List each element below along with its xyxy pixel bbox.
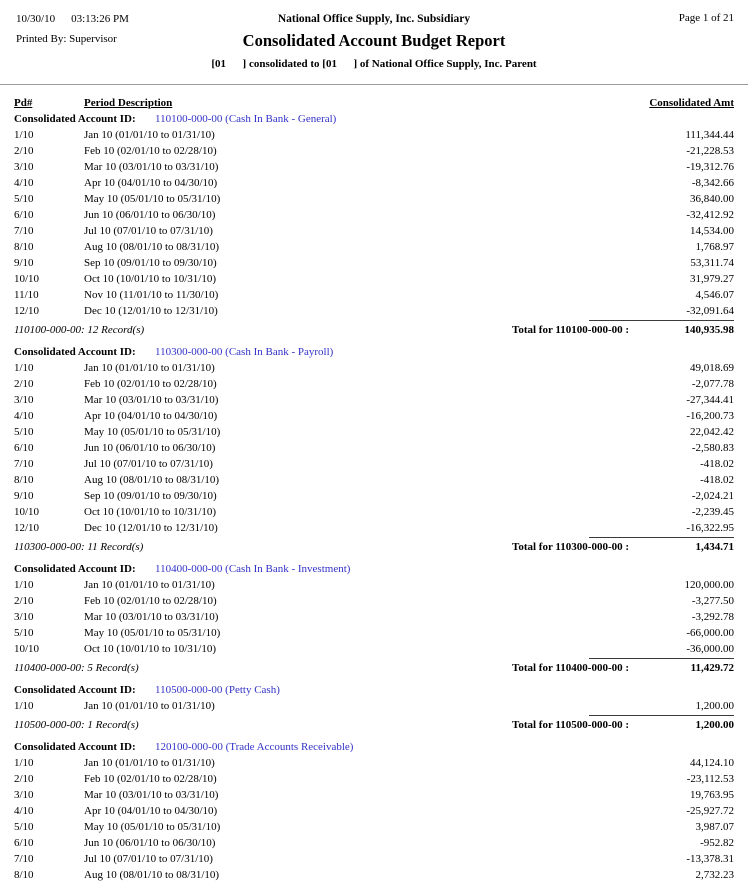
period-row (14, 625, 734, 641)
period-number: 12/10 (14, 522, 40, 534)
period-description: Feb 10 (02/01/10 to 02/28/10) (84, 145, 217, 157)
consolidated-amount: 49,018.69 (690, 362, 734, 374)
header-divider (0, 84, 748, 85)
period-description: Jul 10 (07/01/10 to 07/31/10) (84, 853, 213, 865)
column-headers (0, 95, 748, 111)
consolidated-amount: -25,927.72 (686, 805, 734, 817)
section-rows (14, 360, 734, 536)
total-overline (589, 715, 734, 716)
account-id-link[interactable]: 110500-000-00 (Petty Cash) (155, 684, 280, 696)
total-overline (589, 658, 734, 659)
period-number: 1/10 (14, 700, 34, 712)
total-overline (589, 320, 734, 321)
period-number: 8/10 (14, 869, 34, 881)
consolidation-subtitle: [01 ] consolidated to [01 ] of National Office Supply, Inc. Parent (211, 58, 537, 70)
consolidated-amount: -3,277.50 (691, 595, 734, 607)
total-amount: 11,429.72 (690, 662, 734, 674)
period-description: Jun 10 (06/01/10 to 06/30/10) (84, 442, 216, 454)
period-description: May 10 (05/01/10 to 05/31/10) (84, 426, 221, 438)
account-heading (14, 111, 734, 127)
consolidated-amount: 1,200.00 (695, 700, 734, 712)
consolidated-amount: 1,768.97 (695, 241, 734, 253)
consolidated-amount: -2,024.21 (691, 490, 734, 502)
account-id-label: Consolidated Account ID: (14, 563, 136, 575)
total-label: Total for 110400-000-00 : (512, 662, 630, 674)
period-number: 5/10 (14, 821, 34, 833)
period-number: 2/10 (14, 773, 34, 785)
period-row (14, 127, 734, 143)
period-description: Nov 10 (11/01/10 to 11/30/10) (84, 289, 219, 301)
period-description: Mar 10 (03/01/10 to 03/31/10) (84, 161, 219, 173)
account-section (14, 682, 734, 733)
period-number: 1/10 (14, 129, 34, 141)
account-heading (14, 344, 734, 360)
period-row (14, 835, 734, 851)
column-header-period: Period Description (84, 97, 173, 109)
period-description: Jul 10 (07/01/10 to 07/31/10) (84, 225, 213, 237)
period-row (14, 424, 734, 440)
period-description: Oct 10 (10/01/10 to 10/31/10) (84, 273, 216, 285)
consolidated-amount: -13,378.31 (686, 853, 734, 865)
account-id-link[interactable]: 120100-000-00 (Trade Accounts Receivable) (155, 741, 354, 753)
consolidated-amount: -36,000.00 (686, 643, 734, 655)
period-description: Jan 10 (01/01/10 to 01/31/10) (84, 700, 215, 712)
account-heading (14, 682, 734, 698)
consolidated-amount: -27,344.41 (686, 394, 734, 406)
period-number: 2/10 (14, 145, 34, 157)
period-number: 7/10 (14, 225, 34, 237)
consolidated-amount: -2,077.78 (691, 378, 734, 390)
period-row (14, 255, 734, 271)
consolidated-amount: -16,200.73 (686, 410, 734, 422)
account-heading (14, 739, 734, 755)
consolidated-amount: 4,546.07 (695, 289, 734, 301)
period-number: 6/10 (14, 209, 34, 221)
consolidated-amount: -16,322.95 (686, 522, 734, 534)
consolidated-amount: 14,534.00 (690, 225, 734, 237)
print-date: 10/30/10 (16, 13, 56, 25)
period-description: Jan 10 (01/01/10 to 01/31/10) (84, 362, 215, 374)
consolidated-amount: 31,979.27 (690, 273, 734, 285)
period-description: Jul 10 (07/01/10 to 07/31/10) (84, 458, 213, 470)
period-row (14, 456, 734, 472)
period-description: Aug 10 (08/01/10 to 08/31/10) (84, 241, 220, 253)
period-row (14, 472, 734, 488)
period-row (14, 504, 734, 520)
period-description: Dec 10 (12/01/10 to 12/31/10) (84, 305, 218, 317)
period-row (14, 867, 734, 883)
period-description: Feb 10 (02/01/10 to 02/28/10) (84, 773, 217, 785)
consolidated-amount: -21,228.53 (686, 145, 734, 157)
period-description: Jun 10 (06/01/10 to 06/30/10) (84, 209, 216, 221)
period-number: 9/10 (14, 490, 34, 502)
period-description: May 10 (05/01/10 to 05/31/10) (84, 821, 221, 833)
consolidated-amount: 53,311.74 (690, 257, 734, 269)
period-description: Jan 10 (01/01/10 to 01/31/10) (84, 579, 215, 591)
period-row (14, 303, 734, 319)
period-row (14, 207, 734, 223)
period-description: May 10 (05/01/10 to 05/31/10) (84, 627, 221, 639)
period-number: 8/10 (14, 241, 34, 253)
account-id-label: Consolidated Account ID: (14, 741, 136, 753)
total-overline (589, 537, 734, 538)
consolidated-amount: -32,412.92 (686, 209, 734, 221)
period-number: 5/10 (14, 627, 34, 639)
period-description: Oct 10 (10/01/10 to 10/31/10) (84, 643, 216, 655)
period-row (14, 755, 734, 771)
consolidated-amount: -8,342.66 (691, 177, 734, 189)
period-number: 8/10 (14, 474, 34, 486)
print-time: 03:13:26 PM (71, 13, 129, 25)
period-description: Mar 10 (03/01/10 to 03/31/10) (84, 611, 219, 623)
period-row (14, 376, 734, 392)
period-description: Sep 10 (09/01/10 to 09/30/10) (84, 490, 217, 502)
period-description: Apr 10 (04/01/10 to 04/30/10) (84, 177, 218, 189)
consolidated-amount: -2,580.83 (691, 442, 734, 454)
total-amount: 1,200.00 (695, 719, 734, 731)
consolidated-amount: -418.02 (700, 458, 734, 470)
period-row (14, 593, 734, 609)
period-number: 4/10 (14, 805, 34, 817)
page-number: Page 1 of 21 (678, 12, 734, 24)
period-row (14, 577, 734, 593)
period-number: 7/10 (14, 458, 34, 470)
company-name: National Office Supply, Inc. Subsidiary (277, 13, 471, 25)
consolidated-amount: -23,112.53 (686, 773, 734, 785)
report-title: Consolidated Account Budget Report (242, 31, 506, 50)
total-label: Total for 110300-000-00 : (512, 541, 630, 553)
consolidated-amount: -418.02 (700, 474, 734, 486)
account-id-link[interactable]: 110300-000-00 (Cash In Bank - Payroll) (155, 346, 334, 358)
account-id-label: Consolidated Account ID: (14, 346, 136, 358)
period-row (14, 787, 734, 803)
printed-by: Printed By: Supervisor (16, 33, 117, 45)
account-id-link[interactable]: 110400-000-00 (Cash In Bank - Investment) (155, 563, 351, 575)
consolidated-amount: 120,000.00 (684, 579, 734, 591)
period-number: 1/10 (14, 757, 34, 769)
period-number: 3/10 (14, 611, 34, 623)
account-section (14, 111, 734, 338)
period-row (14, 698, 734, 714)
period-row (14, 360, 734, 376)
period-row (14, 191, 734, 207)
period-description: Jan 10 (01/01/10 to 01/31/10) (84, 757, 215, 769)
report-header (0, 12, 748, 80)
period-number: 2/10 (14, 378, 34, 390)
consolidated-amount: 19,763.95 (690, 789, 734, 801)
period-row (14, 143, 734, 159)
period-number: 4/10 (14, 177, 34, 189)
account-id-label: Consolidated Account ID: (14, 684, 136, 696)
total-amount: 140,935.98 (684, 324, 734, 336)
period-row (14, 271, 734, 287)
consolidated-amount: 22,042.42 (690, 426, 734, 438)
period-number: 6/10 (14, 837, 34, 849)
period-description: Aug 10 (08/01/10 to 08/31/10) (84, 869, 220, 881)
consolidated-amount: -32,091.64 (686, 305, 734, 317)
period-row (14, 641, 734, 657)
consolidated-amount: 44,124.10 (690, 757, 734, 769)
period-description: Apr 10 (04/01/10 to 04/30/10) (84, 805, 218, 817)
record-count-note: 110400-000-00: 5 Record(s) (14, 662, 139, 674)
consolidated-amount: -19,312.76 (686, 161, 734, 173)
period-description: Apr 10 (04/01/10 to 04/30/10) (84, 410, 218, 422)
period-description: Oct 10 (10/01/10 to 10/31/10) (84, 506, 216, 518)
period-number: 6/10 (14, 442, 34, 454)
period-number: 4/10 (14, 410, 34, 422)
account-id-link[interactable]: 110100-000-00 (Cash In Bank - General) (155, 113, 337, 125)
account-section (14, 561, 734, 676)
section-rows (14, 698, 734, 714)
account-section (14, 344, 734, 555)
period-row (14, 520, 734, 536)
record-count-note: 110500-000-00: 1 Record(s) (14, 719, 139, 731)
period-number: 3/10 (14, 161, 34, 173)
period-row (14, 488, 734, 504)
account-id-label: Consolidated Account ID: (14, 113, 136, 125)
period-row (14, 239, 734, 255)
period-number: 1/10 (14, 579, 34, 591)
section-total-row (14, 536, 734, 555)
period-description: Aug 10 (08/01/10 to 08/31/10) (84, 474, 220, 486)
period-number: 12/10 (14, 305, 40, 317)
account-section (14, 739, 734, 883)
report-body (0, 111, 748, 883)
consolidated-amount: 3,987.07 (695, 821, 734, 833)
period-row (14, 803, 734, 819)
total-label: Total for 110500-000-00 : (512, 719, 630, 731)
period-description: Feb 10 (02/01/10 to 02/28/10) (84, 378, 217, 390)
period-number: 3/10 (14, 789, 34, 801)
period-row (14, 609, 734, 625)
consolidated-amount: -952.82 (700, 837, 734, 849)
column-header-amount: Consolidated Amt (649, 97, 734, 109)
section-total-row (14, 714, 734, 733)
period-row (14, 440, 734, 456)
period-row (14, 819, 734, 835)
period-number: 5/10 (14, 193, 34, 205)
period-row (14, 223, 734, 239)
period-description: May 10 (05/01/10 to 05/31/10) (84, 193, 221, 205)
period-description: Mar 10 (03/01/10 to 03/31/10) (84, 789, 219, 801)
period-number: 7/10 (14, 853, 34, 865)
period-description: Jan 10 (01/01/10 to 01/31/10) (84, 129, 215, 141)
column-header-pd: Pd# (14, 97, 33, 109)
period-number: 2/10 (14, 595, 34, 607)
period-number: 5/10 (14, 426, 34, 438)
section-rows (14, 755, 734, 883)
period-number: 11/10 (14, 289, 39, 301)
account-heading (14, 561, 734, 577)
period-number: 10/10 (14, 643, 40, 655)
period-number: 10/10 (14, 273, 40, 285)
period-number: 1/10 (14, 362, 34, 374)
print-date-time (16, 12, 129, 26)
period-row (14, 287, 734, 303)
section-rows (14, 127, 734, 319)
period-description: Jun 10 (06/01/10 to 06/30/10) (84, 837, 216, 849)
consolidated-amount: 111,344.44 (685, 129, 734, 141)
print-meta (16, 12, 129, 46)
period-row (14, 159, 734, 175)
consolidated-amount: -66,000.00 (686, 627, 734, 639)
total-label: Total for 110100-000-00 : (512, 324, 630, 336)
period-row (14, 392, 734, 408)
consolidated-amount: -3,292.78 (691, 611, 734, 623)
consolidated-amount: 2,732.23 (695, 869, 734, 881)
period-description: Feb 10 (02/01/10 to 02/28/10) (84, 595, 217, 607)
record-count-note: 110300-000-00: 11 Record(s) (14, 541, 144, 553)
period-number: 10/10 (14, 506, 40, 518)
consolidated-amount: 36,840.00 (690, 193, 734, 205)
period-number: 3/10 (14, 394, 34, 406)
period-row (14, 851, 734, 867)
section-total-row (14, 657, 734, 676)
period-row (14, 175, 734, 191)
section-rows (14, 577, 734, 657)
section-total-row (14, 319, 734, 338)
period-row (14, 771, 734, 787)
consolidated-amount: -2,239.45 (691, 506, 734, 518)
period-number: 9/10 (14, 257, 34, 269)
period-description: Dec 10 (12/01/10 to 12/31/10) (84, 522, 218, 534)
total-amount: 1,434.71 (695, 541, 734, 553)
record-count-note: 110100-000-00: 12 Record(s) (14, 324, 145, 336)
period-row (14, 408, 734, 424)
period-description: Sep 10 (09/01/10 to 09/30/10) (84, 257, 217, 269)
period-description: Mar 10 (03/01/10 to 03/31/10) (84, 394, 219, 406)
